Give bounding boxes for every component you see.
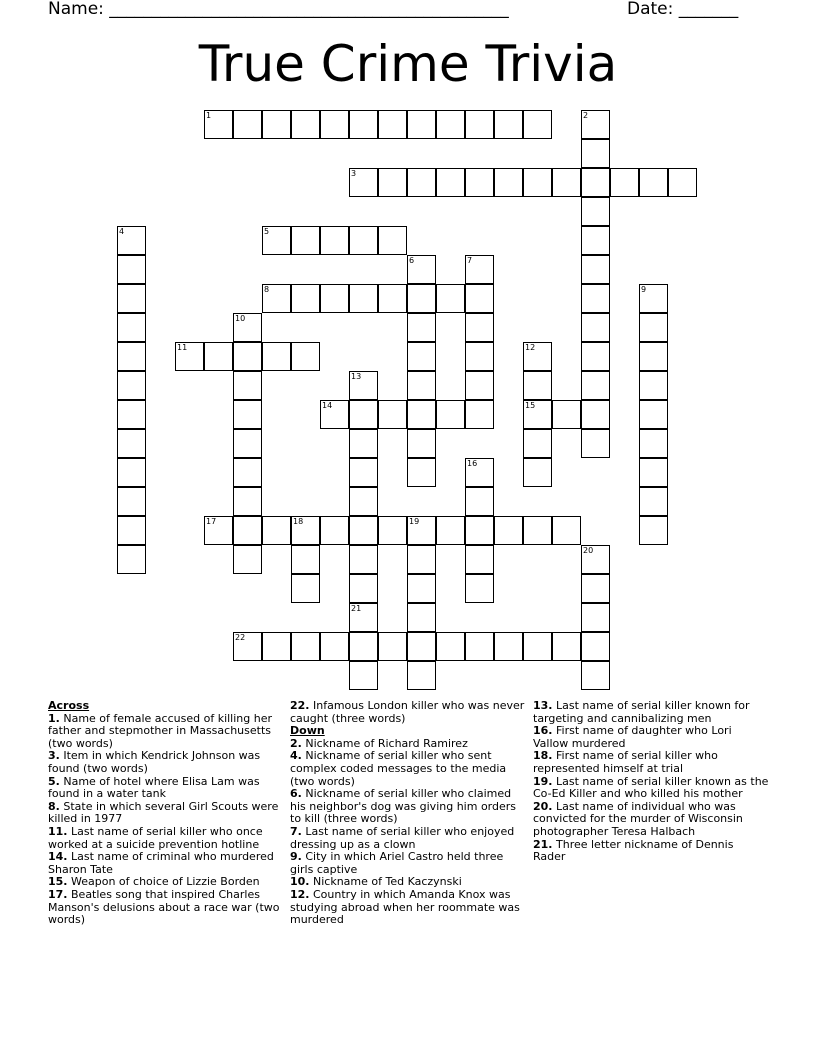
crossword-cell[interactable] [349,400,378,429]
crossword-cell[interactable] [349,632,378,661]
crossword-cell[interactable] [320,110,349,139]
crossword-cell[interactable] [233,110,262,139]
crossword-cell[interactable] [523,342,552,371]
crossword-cell[interactable] [465,516,494,545]
crossword-cell[interactable] [204,516,233,545]
crossword-cell[interactable] [291,342,320,371]
crossword-cell[interactable] [378,400,407,429]
cell-number: 7 [467,256,473,265]
crossword-cell[interactable] [581,313,610,342]
crossword-cell[interactable] [378,110,407,139]
cell-number: 20 [583,546,594,555]
clue-down: 12. Country in which Amanda Knox was studying abroad when her roommate was murdered [290,887,520,927]
clue-down: 4. Nickname of serial killer who sent complex coded messages to the media (two words) [290,749,507,788]
crossword-cell[interactable] [262,342,291,371]
crossword-cell[interactable] [639,342,668,371]
clue-across: 1. Name of female accused of killing her father and stepmother in Massachusetts (two words) [48,711,272,750]
crossword-cell[interactable] [378,516,407,545]
crossword-cell[interactable] [523,371,552,400]
cell-number: 8 [264,285,270,294]
cell-number: 9 [641,285,647,294]
crossword-cell[interactable] [378,284,407,313]
crossword-cell[interactable] [320,226,349,255]
crossword-cell[interactable] [349,574,378,603]
cell-number: 3 [351,169,357,178]
crossword-cell[interactable] [639,487,668,516]
clue-across: 3. Item in which Kendrick Johnson was found (two words) [48,749,261,775]
clue-down: 9. City in which Ariel Castro held three girls captive [290,850,504,876]
crossword-cell[interactable] [233,487,262,516]
crossword-cell[interactable] [552,516,581,545]
crossword-cell[interactable] [291,226,320,255]
crossword-cell[interactable] [233,429,262,458]
crossword-cell[interactable] [407,313,436,342]
crossword-cell[interactable] [581,400,610,429]
crossword-cell[interactable] [523,632,552,661]
crossword-cell[interactable] [349,429,378,458]
across-heading: Across [48,699,90,712]
crossword-cell[interactable] [349,458,378,487]
crossword-cell[interactable] [204,110,233,139]
date-field[interactable]: Date: _______ [627,0,739,19]
crossword-cell[interactable] [117,313,146,342]
crossword-cell[interactable] [262,226,291,255]
crossword-cell[interactable] [581,661,610,690]
crossword-cell[interactable] [233,313,262,342]
crossword-cell[interactable] [494,516,523,545]
clue-down: 18. First name of serial killer who represented himself at trial [533,749,718,775]
crossword-cell[interactable] [378,632,407,661]
crossword-cell[interactable] [581,255,610,284]
crossword-cell[interactable] [436,284,465,313]
crossword-cell[interactable] [639,284,668,313]
cell-number: 18 [293,517,304,526]
cell-number: 15 [525,401,536,410]
crossword-cell[interactable] [494,110,523,139]
crossword-cell[interactable] [465,110,494,139]
crossword-cell[interactable] [465,371,494,400]
crossword-cell[interactable] [436,516,465,545]
crossword-cell[interactable] [639,371,668,400]
clues-column-2 [290,700,528,927]
crossword-cell[interactable] [291,516,320,545]
crossword-cell[interactable] [117,545,146,574]
crossword-cell[interactable] [175,342,204,371]
clue-across: 15. Weapon of choice of Lizzie Borden [48,875,260,889]
crossword-cell[interactable] [407,168,436,197]
crossword-cell[interactable] [639,516,668,545]
clue-down: 13. Last name of serial killer known for targeting and cannibalizing men [533,699,750,725]
clue-down: 19. Last name of serial killer known as the Co-Ed Killer and who killed his mother [533,774,769,801]
crossword-cell[interactable] [349,516,378,545]
crossword-cell[interactable] [262,632,291,661]
clue-down: 6. Nickname of serial killer who claimed his neighbor's dog was giving him orders to kill (three words) [290,787,517,826]
cell-number: 11 [177,343,188,352]
clues-column-3 [533,700,769,864]
crossword-cell[interactable] [233,371,262,400]
crossword-cell[interactable] [436,110,465,139]
crossword-cell[interactable] [523,110,552,139]
cell-number: 5 [264,227,270,236]
crossword-cell[interactable] [465,400,494,429]
crossword-cell[interactable] [262,110,291,139]
clue-down: 16. First name of daughter who Lori Vallow murdered [533,724,732,750]
crossword-cell[interactable] [117,458,146,487]
cell-number: 22 [235,633,246,642]
crossword-cell[interactable] [407,603,436,632]
crossword-cell[interactable] [407,429,436,458]
crossword-cell[interactable] [117,487,146,516]
crossword-cell[interactable] [233,632,262,661]
crossword-cell[interactable] [581,371,610,400]
crossword-cell[interactable] [291,284,320,313]
clue-across: 11. Last name of serial killer who once worked at a suicide prevention hotline [48,824,263,851]
clue-down: 7. Last name of serial killer who enjoyed dressing up as a clown [290,824,515,851]
cell-number: 14 [322,401,333,410]
crossword-cell[interactable] [349,226,378,255]
crossword-cell[interactable] [465,487,494,516]
cell-number: 16 [467,459,478,468]
crossword-cell[interactable] [639,313,668,342]
crossword-cell[interactable] [117,429,146,458]
crossword-cell[interactable] [465,284,494,313]
cell-number: 17 [206,517,217,526]
crossword-cell[interactable] [407,110,436,139]
crossword-cell[interactable] [407,545,436,574]
crossword-cell[interactable] [610,168,639,197]
crossword-cell[interactable] [523,458,552,487]
clue-down: 21. Three letter nickname of Dennis Rader [533,837,734,864]
crossword-cell[interactable] [581,574,610,603]
crossword-cell[interactable] [581,342,610,371]
crossword-cell[interactable] [581,429,610,458]
clue-across: 5. Name of hotel where Elisa Lam was found in a water tank [48,774,260,801]
crossword-cell[interactable] [117,516,146,545]
crossword-cell[interactable] [581,226,610,255]
crossword-cell[interactable] [407,342,436,371]
crossword-cell[interactable] [291,574,320,603]
crossword-cell[interactable] [378,226,407,255]
down-heading: Down [290,724,325,738]
crossword-cell[interactable] [639,429,668,458]
crossword-cell[interactable] [407,255,436,284]
cell-number: 21 [351,604,362,613]
crossword-cell[interactable] [407,574,436,603]
crossword-cell[interactable] [523,516,552,545]
crossword-cell[interactable] [581,110,610,139]
clue-across: 8. State in which several Girl Scouts were killed in 1977 [48,799,279,826]
crossword-cell[interactable] [523,168,552,197]
crossword-cell[interactable] [349,371,378,400]
crossword-cell[interactable] [320,516,349,545]
crossword-cell[interactable] [581,197,610,226]
crossword-cell[interactable] [320,284,349,313]
crossword-cell[interactable] [523,400,552,429]
crossword-cell[interactable] [349,110,378,139]
crossword-cell[interactable] [465,313,494,342]
clues-column-1 [48,700,280,927]
crossword-cell[interactable] [523,429,552,458]
crossword-cell[interactable] [407,632,436,661]
crossword-cell[interactable] [465,632,494,661]
crossword-cell[interactable] [407,371,436,400]
crossword-cell[interactable] [204,342,233,371]
crossword-cell[interactable] [552,168,581,197]
crossword-cell[interactable] [233,458,262,487]
crossword-cell[interactable] [581,603,610,632]
crossword-cell[interactable] [465,342,494,371]
crossword-cell[interactable] [233,516,262,545]
crossword-cell[interactable] [407,400,436,429]
crossword-cell[interactable] [465,168,494,197]
crossword-cell[interactable] [233,342,262,371]
cell-number: 12 [525,343,536,352]
crossword-cell[interactable] [349,603,378,632]
crossword-cell[interactable] [117,226,146,255]
crossword-cell[interactable] [407,516,436,545]
crossword-cell[interactable] [349,661,378,690]
crossword-cell[interactable] [349,545,378,574]
crossword-cell[interactable] [639,400,668,429]
crossword-cell[interactable] [117,400,146,429]
cell-number: 4 [119,227,125,236]
crossword-cell[interactable] [581,284,610,313]
crossword-cell[interactable] [494,168,523,197]
clue-down: 20. Last name of individual who was convicted for the murder of Wisconsin photographer Teresa Halbach [533,799,743,838]
crossword-cell[interactable] [117,371,146,400]
crossword-cell[interactable] [262,516,291,545]
cell-number: 10 [235,314,246,323]
crossword-cell[interactable] [233,545,262,574]
clue-across: 17. Beatles song that inspired Charles Manson's delusions about a race war (two words) [48,887,280,927]
crossword-cell[interactable] [465,574,494,603]
cell-number: 6 [409,256,415,265]
crossword-cell[interactable] [233,400,262,429]
cell-number: 2 [583,111,589,120]
cell-number: 13 [351,372,362,381]
cell-number: 1 [206,111,212,120]
crossword-cell[interactable] [552,632,581,661]
crossword-cell[interactable] [639,168,668,197]
crossword-cell[interactable] [117,342,146,371]
crossword-cell[interactable] [349,284,378,313]
crossword-cell[interactable] [581,168,610,197]
name-field[interactable]: Name: _______________________________________________ [48,0,509,19]
crossword-cell[interactable] [262,284,291,313]
crossword-cell[interactable] [117,284,146,313]
cell-number: 19 [409,517,420,526]
crossword-cell[interactable] [291,632,320,661]
crossword-cell[interactable] [465,255,494,284]
crossword-cell[interactable] [639,458,668,487]
crossword-cell[interactable] [407,458,436,487]
crossword-cell[interactable] [581,632,610,661]
crossword-cell[interactable] [494,632,523,661]
crossword-cell[interactable] [668,168,697,197]
crossword-cell[interactable] [407,661,436,690]
crossword-cell[interactable] [581,545,610,574]
crossword-cell[interactable] [117,255,146,284]
crossword-cell[interactable] [552,400,581,429]
crossword-cell[interactable] [378,168,407,197]
clue-down: 10. Nickname of Ted Kaczynski [290,875,462,889]
crossword-cell[interactable] [320,632,349,661]
crossword-cell[interactable] [320,400,349,429]
crossword-cell[interactable] [581,139,610,168]
crossword-cell[interactable] [436,168,465,197]
clue-down: 2. Nickname of Richard Ramirez [290,736,468,750]
crossword-cell[interactable] [436,632,465,661]
page-title: True Crime Trivia [198,35,618,93]
crossword-cell[interactable] [349,168,378,197]
crossword-cell[interactable] [349,487,378,516]
crossword-cell[interactable] [465,458,494,487]
clue-across: 22. Infamous London killer who was never caught (three words) [290,699,525,725]
crossword-cell[interactable] [407,284,436,313]
clue-across: 14. Last name of criminal who murdered Sharon Tate [48,850,274,876]
crossword-cell[interactable] [291,110,320,139]
crossword-cell[interactable] [436,400,465,429]
crossword-cell[interactable] [291,545,320,574]
crossword-cell[interactable] [465,545,494,574]
